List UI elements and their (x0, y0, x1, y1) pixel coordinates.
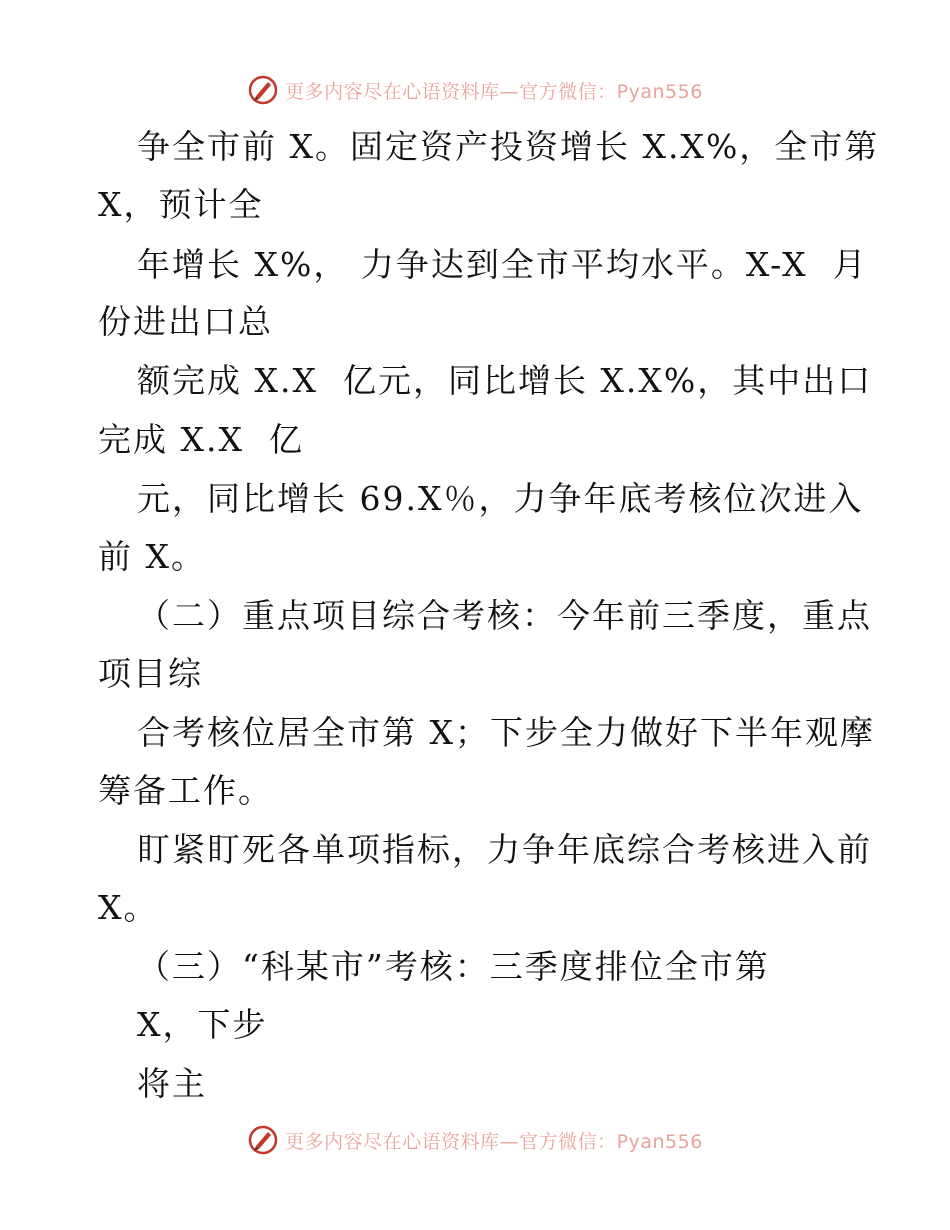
text-line: X，下步 (137, 1005, 268, 1044)
text-line: 盯紧盯死各单项指标，力争年底综合考核进入前 (137, 830, 872, 869)
text-line: 将主 (137, 1064, 207, 1103)
text-line: 筹备工作。 (98, 771, 273, 810)
text-line: 元，同比增长 69.X％，力争年底考核位次进入 (137, 479, 864, 518)
text-line: 年增长 X%， 力争达到全市平均水平。X-X 月 (137, 245, 868, 284)
text-line: 争全市前 X。固定资产投资增长 X.X%，全市第 (137, 127, 880, 166)
text-line: X。 (98, 888, 159, 927)
text-line: 份进出口总 (98, 302, 273, 341)
text-line: X，预计全 (98, 185, 264, 224)
text-line: 合考核位居全市第 X；下步全力做好下半年观摩 (137, 713, 875, 752)
text-line: 完成 X.X 亿 (98, 420, 304, 459)
text-line: 额完成 X.X 亿元，同比增长 X.X%，其中出口 (137, 361, 873, 400)
footer-watermark (0, 1120, 950, 1160)
text-line: 项目综 (98, 654, 203, 693)
pen-logo-icon (247, 1124, 279, 1156)
text-line: 前 X。 (98, 537, 206, 576)
section-heading: （三）“科某市”考核：三季度排位全市第 (137, 947, 770, 986)
section-heading: （二）重点项目综合考核：今年前三季度，重点 (137, 596, 872, 635)
watermark-text: 更多内容尽在心语资料库—官方微信：Pyan556 (285, 80, 703, 103)
watermark-text: 更多内容尽在心语资料库—官方微信：Pyan556 (285, 1130, 703, 1153)
